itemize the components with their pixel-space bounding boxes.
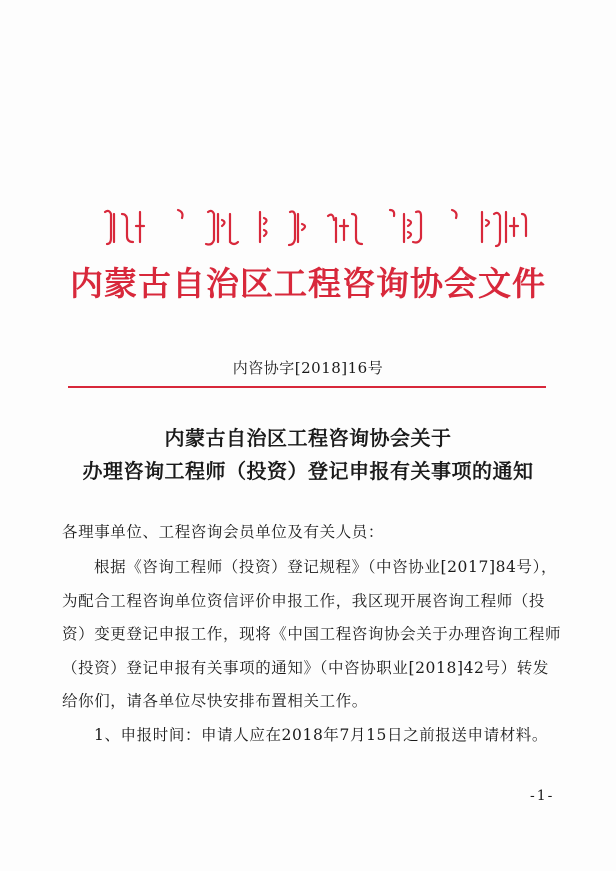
mongolian-script-title (100, 206, 530, 250)
paragraph-line: （投资）登记申报有关事项的通知》（中咨协职业[2018]42号）转发 (62, 659, 549, 677)
salutation: 各理事单位、工程咨询会员单位及有关人员： (62, 523, 385, 541)
red-divider-line (68, 386, 546, 388)
list-item-application-time: 1、申报时间：申请人应在2018年7月15日之前报送申请材料。 (94, 726, 548, 744)
document-number: 内咨协字[2018]16号 (232, 359, 384, 377)
paragraph-line: 根据《咨询工程师（投资）登记规程》（中咨协业[2017]84号）， (94, 558, 558, 576)
notice-title-line-2: 办理咨询工程师（投资）登记申报有关事项的通知 (82, 459, 534, 483)
notice-title-line-1: 内蒙古自治区工程咨询协会关于 (164, 426, 452, 450)
page-number: -1- (530, 788, 555, 804)
paragraph-line: 给你们，请各单位尽快安排布置相关工作。 (62, 692, 368, 710)
paragraph-line: 资）变更登记申报工作，现将《中国工程咨询协会关于办理咨询工程师 (62, 625, 562, 643)
paragraph-line: 为配合工程咨询单位资信评价申报工作，我区现开展咨询工程师（投 (62, 592, 546, 610)
mongolian-script-glyphs (100, 206, 530, 250)
document-header-title: 内蒙古自治区工程咨询协会文件 (70, 264, 546, 303)
